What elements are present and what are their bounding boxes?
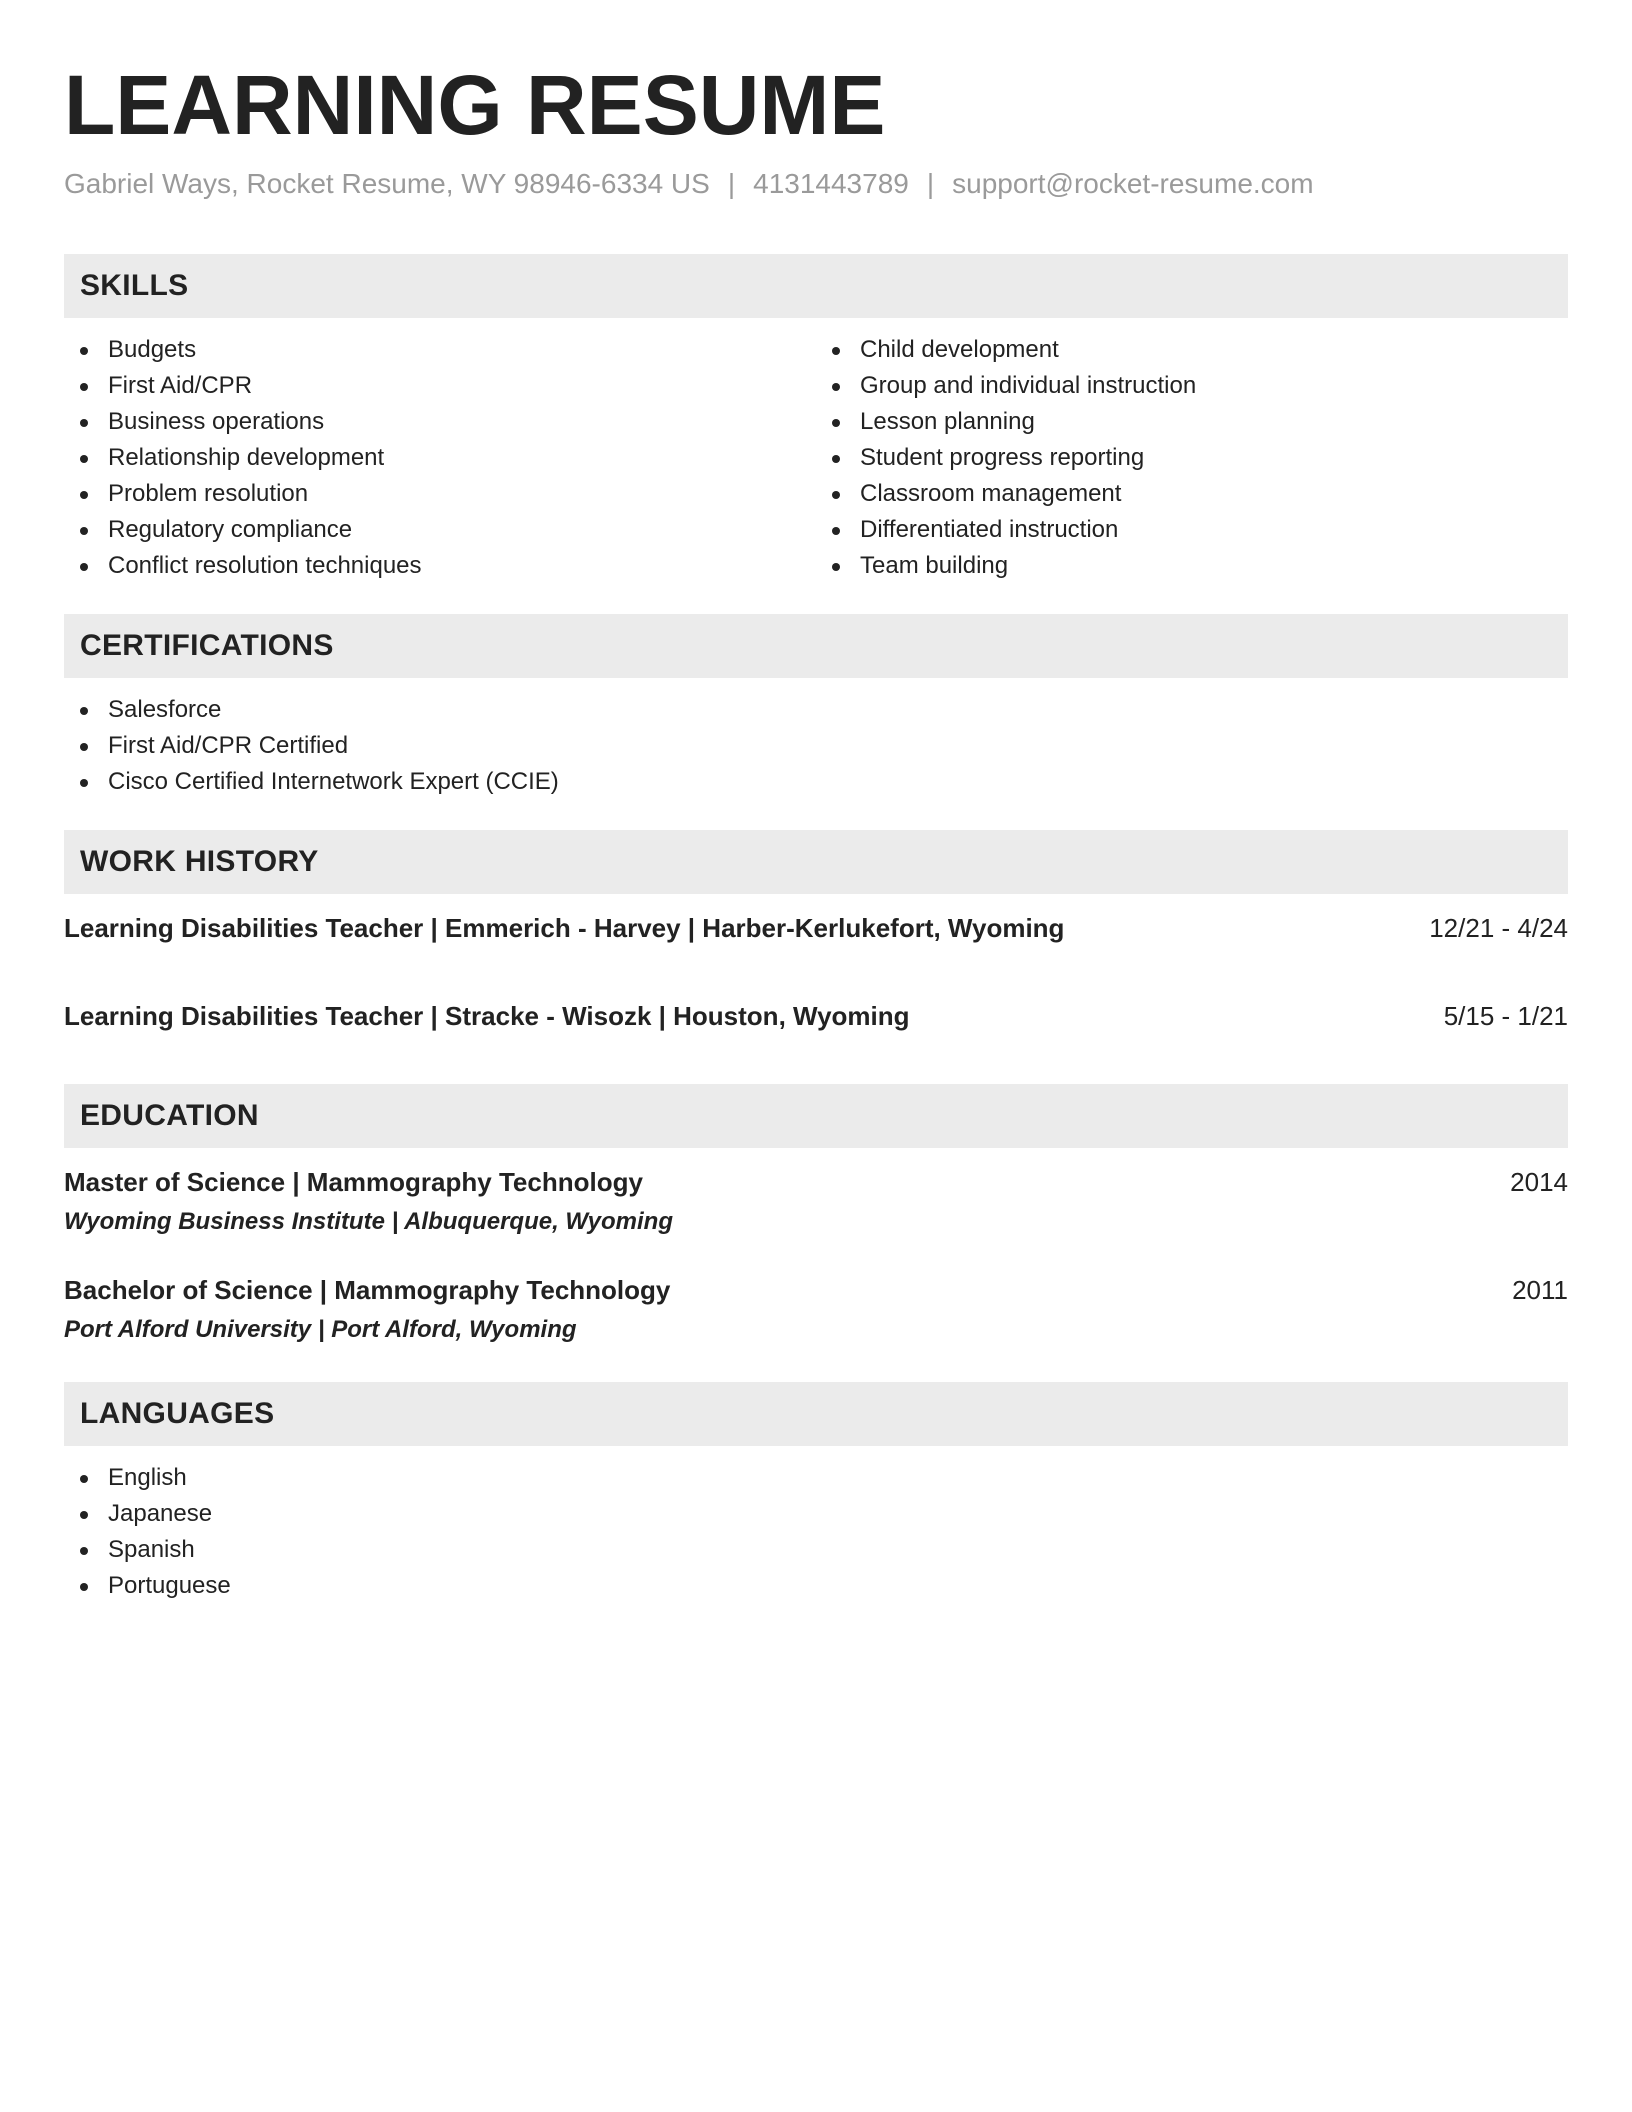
education-entry <box>64 1272 1568 1348</box>
skill-label: Relationship development <box>108 444 385 471</box>
certifications-heading: CERTIFICATIONS <box>64 614 1568 678</box>
contact-line <box>64 166 1568 202</box>
bullet-icon <box>80 707 88 715</box>
skill-item <box>64 512 816 548</box>
language-item <box>64 1532 1568 1568</box>
certification-label: First Aid/CPR Certified <box>108 732 349 759</box>
education-school: Port Alford University | Port Alford, Wyoming <box>64 1316 577 1343</box>
certification-item <box>64 764 1568 800</box>
contact-phone: 4131443789 <box>753 168 909 199</box>
bullet-icon <box>80 563 88 571</box>
bullet-icon <box>80 1475 88 1483</box>
work-history-heading: WORK HISTORY <box>64 830 1568 894</box>
skill-item <box>816 368 1568 404</box>
contact-separator: | <box>727 168 736 199</box>
job-title: Learning Disabilities Teacher | Emmerich - Harvey | Harber-Kerlukefort, Wyoming <box>64 913 1065 943</box>
job-entry <box>64 910 1568 946</box>
education-school: Wyoming Business Institute | Albuquerque, Wyoming <box>64 1208 673 1235</box>
job-title: Learning Disabilities Teacher | Stracke - Wisozk | Houston, Wyoming <box>64 1001 910 1031</box>
certification-item <box>64 692 1568 728</box>
language-label: Portuguese <box>108 1572 231 1599</box>
job-entry <box>64 998 1568 1034</box>
skills-column-left <box>64 332 816 584</box>
bullet-icon <box>80 491 88 499</box>
bullet-icon <box>832 491 840 499</box>
bullet-icon <box>80 1547 88 1555</box>
bullet-icon <box>80 1511 88 1519</box>
skill-item <box>64 404 816 440</box>
languages-heading: LANGUAGES <box>64 1382 1568 1446</box>
certification-item <box>64 728 1568 764</box>
skill-label: Student progress reporting <box>860 444 1145 471</box>
education-degree-row <box>64 1164 1568 1200</box>
skill-item <box>816 512 1568 548</box>
skill-label: Classroom management <box>860 480 1122 507</box>
skill-item <box>816 404 1568 440</box>
education-entry <box>64 1164 1568 1240</box>
skill-item <box>64 476 816 512</box>
contact-email: support@rocket-resume.com <box>952 168 1314 199</box>
contact-separator: | <box>926 168 935 199</box>
certification-label: Cisco Certified Internetwork Expert (CCIE) <box>108 768 559 795</box>
skills-list <box>64 332 1568 584</box>
bullet-icon <box>832 383 840 391</box>
skill-label: Problem resolution <box>108 480 309 507</box>
bullet-icon <box>832 347 840 355</box>
certification-label: Salesforce <box>108 696 222 723</box>
bullet-icon <box>832 419 840 427</box>
bullet-icon <box>832 455 840 463</box>
skill-label: Lesson planning <box>860 408 1035 435</box>
skill-label: Group and individual instruction <box>860 372 1197 399</box>
bullet-icon <box>832 563 840 571</box>
education-degree: Master of Science | Mammography Technology <box>64 1167 643 1197</box>
skill-item <box>816 332 1568 368</box>
bullet-icon <box>80 743 88 751</box>
language-item <box>64 1460 1568 1496</box>
skill-label: Differentiated instruction <box>860 516 1119 543</box>
skills-heading: SKILLS <box>64 254 1568 318</box>
bullet-icon <box>80 779 88 787</box>
skills-column-right <box>816 332 1568 584</box>
skill-item <box>64 368 816 404</box>
education-degree: Bachelor of Science | Mammography Technology <box>64 1275 671 1305</box>
skill-label: Team building <box>860 552 1009 579</box>
bullet-icon <box>80 527 88 535</box>
skill-item <box>64 440 816 476</box>
languages-list <box>64 1460 1568 1604</box>
skill-item <box>816 548 1568 584</box>
bullet-icon <box>80 419 88 427</box>
skill-label: Conflict resolution techniques <box>108 552 422 579</box>
skill-label: Regulatory compliance <box>108 516 353 543</box>
skill-label: Budgets <box>108 336 197 363</box>
bullet-icon <box>80 1583 88 1591</box>
resume-title: LEARNING RESUME <box>64 58 886 152</box>
skill-item <box>816 476 1568 512</box>
job-dates: 5/15 - 1/21 <box>1443 1001 1568 1031</box>
skill-label: Business operations <box>108 408 325 435</box>
bullet-icon <box>832 527 840 535</box>
bullet-icon <box>80 455 88 463</box>
contact-address: Gabriel Ways, Rocket Resume, WY 98946-6334 US <box>64 168 710 199</box>
language-label: Spanish <box>108 1536 195 1563</box>
education-year: 2011 <box>1512 1275 1568 1305</box>
education-year: 2014 <box>1510 1167 1568 1197</box>
skill-label: Child development <box>860 336 1059 363</box>
skill-item <box>64 332 816 368</box>
bullet-icon <box>80 383 88 391</box>
language-label: Japanese <box>108 1500 213 1527</box>
education-degree-row <box>64 1272 1568 1308</box>
skill-item <box>64 548 816 584</box>
education-heading: EDUCATION <box>64 1084 1568 1148</box>
bullet-icon <box>80 347 88 355</box>
language-label: English <box>108 1464 187 1491</box>
certifications-list <box>64 692 1568 800</box>
language-item <box>64 1496 1568 1532</box>
skill-label: First Aid/CPR <box>108 372 253 399</box>
job-dates: 12/21 - 4/24 <box>1429 913 1568 943</box>
skill-item <box>816 440 1568 476</box>
language-item <box>64 1568 1568 1604</box>
